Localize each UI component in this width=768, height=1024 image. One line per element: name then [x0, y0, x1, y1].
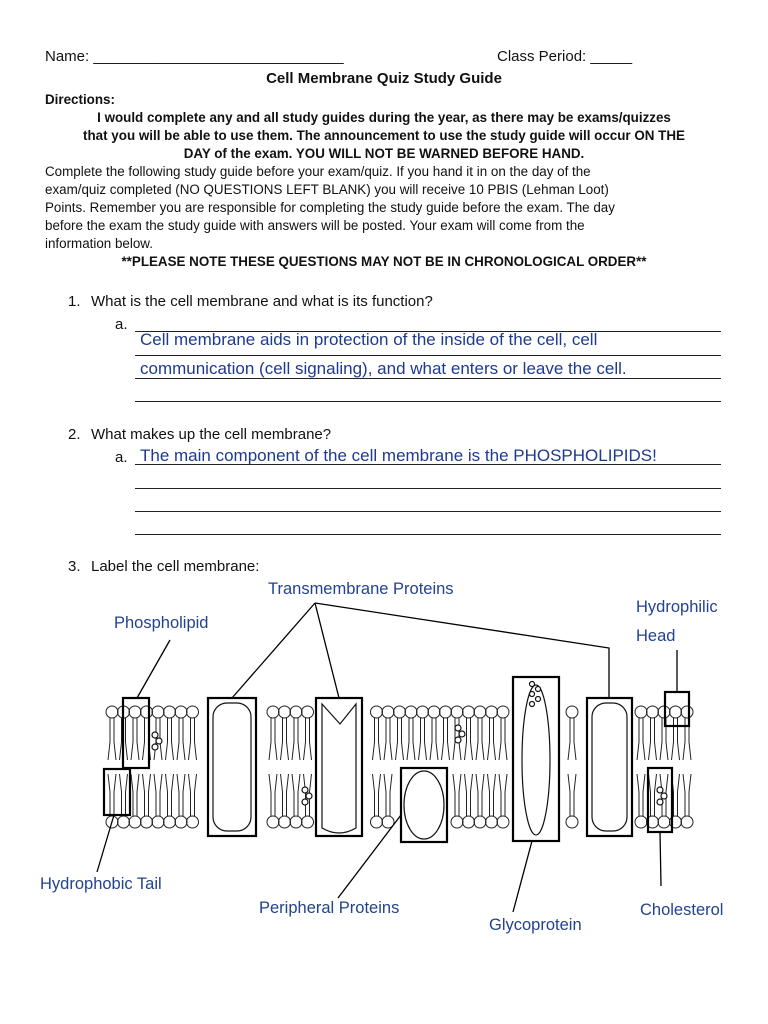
- question-1-answer-line-2: communication (cell signaling), and what enters or leave the cell.: [140, 359, 627, 378]
- cholesterol-molecule: [657, 787, 663, 793]
- peripheral-protein: [404, 771, 444, 839]
- phospholipid-tail: [114, 774, 116, 816]
- phospholipid-head: [187, 816, 199, 828]
- directions-body-line-2: exam/quiz completed (NO QUESTIONS LEFT BLANK) you will receive 10 PBIS (Lehman Loot): [45, 182, 609, 197]
- phospholipid-tail: [166, 718, 168, 760]
- class-period-field-label: Class Period: _____: [497, 48, 633, 65]
- phospholipid-tail: [108, 774, 110, 816]
- question-3-number: 3.: [68, 558, 81, 575]
- phospholipid-tail: [494, 774, 496, 816]
- phospholipid-tail: [379, 774, 381, 816]
- phospholipid-head: [279, 816, 291, 828]
- phospholipid-tail: [390, 718, 392, 760]
- question-1-sub-letter: a.: [115, 316, 128, 333]
- phospholipid-head: [497, 706, 509, 718]
- phospholipid-tail: [407, 718, 409, 760]
- phospholipid-head: [405, 706, 417, 718]
- question-2-number: 2.: [68, 426, 81, 443]
- phospholipid-tail: [499, 774, 501, 816]
- phospholipid-head: [681, 706, 693, 718]
- phospholipid-head: [164, 706, 176, 718]
- phospholipid-head: [302, 706, 314, 718]
- cholesterol-molecule: [661, 793, 667, 799]
- phospholipid-head: [267, 816, 279, 828]
- transmembrane-protein: [322, 704, 356, 833]
- glycoprotein: [522, 685, 550, 835]
- phospholipid-tail: [488, 774, 490, 816]
- phospholipid-head: [279, 706, 291, 718]
- phospholipid-head: [474, 706, 486, 718]
- phospholipid-head: [371, 706, 383, 718]
- label-cholesterol: Cholesterol: [640, 901, 724, 919]
- phospholipid-tail: [287, 774, 289, 816]
- phospholipid-head: [382, 706, 394, 718]
- phospholipid-tail: [643, 774, 645, 816]
- phospholipid-head: [440, 706, 452, 718]
- phospholipid-tail: [189, 718, 191, 760]
- phospholipid-tail: [488, 718, 490, 760]
- phospholipid-head: [463, 706, 475, 718]
- phospholipid-tail: [172, 718, 174, 760]
- phospholipid-tail: [373, 718, 375, 760]
- phospholipid-head: [118, 816, 130, 828]
- phospholipid-head: [267, 706, 279, 718]
- leader-lines: [97, 603, 677, 912]
- phospholipid-tail: [655, 718, 657, 760]
- cholesterol-molecule: [152, 732, 158, 738]
- phospholipid-tail: [126, 774, 128, 816]
- phospholipid-tail: [143, 718, 145, 760]
- phospholipid-head: [164, 816, 176, 828]
- phospholipid-tail: [453, 774, 455, 816]
- question-2-answer-line-1: The main component of the cell membrane is the PHOSPHOLIPIDS!: [140, 446, 657, 465]
- phospholipid-tail: [384, 774, 386, 816]
- leader-line-glycoprotein: [513, 841, 532, 912]
- phospholipid-tail: [499, 718, 501, 760]
- phospholipid-tail: [448, 718, 450, 760]
- phospholipid-tail: [189, 774, 191, 816]
- phospholipid-head: [566, 816, 578, 828]
- phospholipid-tail: [281, 774, 283, 816]
- phospholipid-tail: [120, 774, 122, 816]
- directions-bold-line-3: DAY of the exam. YOU WILL NOT BE WARNED BEFORE HAND.: [183, 146, 585, 161]
- phospholipid-tail: [298, 774, 300, 816]
- phospholipid-tail: [149, 774, 151, 816]
- phospholipid-head: [451, 706, 463, 718]
- phospholipid-head: [497, 816, 509, 828]
- label-hydrophobic-tail: Hydrophobic Tail: [40, 875, 162, 893]
- phospholipid-head: [290, 816, 302, 828]
- phospholipid-tail: [108, 718, 110, 760]
- sugar-chain: [530, 682, 535, 687]
- phospholipid-tail: [154, 774, 156, 816]
- chronological-note: **PLEASE NOTE THESE QUESTIONS MAY NOT BE IN CHRONOLOGICAL ORDER**: [121, 254, 647, 269]
- phospholipid-head: [175, 816, 187, 828]
- phospholipid-tail: [154, 718, 156, 760]
- directions-bold-line-1: I would complete any and all study guides during the year, as there may be exams/quizzes: [97, 110, 671, 125]
- phospholipid-head: [451, 816, 463, 828]
- phospholipid-tail: [177, 718, 179, 760]
- label-glycoprotein: Glycoprotein: [489, 916, 582, 934]
- label-transmembrane-proteins: Transmembrane Proteins: [268, 580, 454, 598]
- cholesterol-molecule: [657, 799, 663, 805]
- leader-line-transmembrane-3: [315, 603, 609, 698]
- question-2-sub-letter: a.: [115, 449, 128, 466]
- cholesterol-molecule: [459, 731, 465, 737]
- phospholipid-tail: [655, 774, 657, 816]
- directions-heading: Directions:: [45, 92, 115, 107]
- phospholipid-head: [302, 816, 314, 828]
- phospholipid-tail: [637, 774, 639, 816]
- phospholipid-tail: [476, 774, 478, 816]
- leader-line-transmembrane-1: [232, 603, 315, 698]
- phospholipid-tail: [574, 718, 576, 760]
- leader-line-transmembrane-2: [315, 603, 339, 698]
- question-2-text: What makes up the cell membrane?: [91, 426, 332, 443]
- cholesterol-molecule: [302, 799, 308, 805]
- phospholipid-tail: [425, 718, 427, 760]
- phospholipid-tail: [465, 718, 467, 760]
- phospholipid-head: [486, 816, 498, 828]
- phospholipid-tail: [269, 718, 271, 760]
- phospholipid-tail: [195, 774, 197, 816]
- phospholipid-tail: [465, 774, 467, 816]
- phospholipid-head: [566, 706, 578, 718]
- sugar-chain: [530, 692, 535, 697]
- question-1-answer-line-1: Cell membrane aids in protection of the inside of the cell, cell: [140, 330, 598, 349]
- phospholipid-tail: [160, 774, 162, 816]
- directions-body-line-4: before the exam the study guide with answers will be posted. Your exam will come from the: [45, 218, 585, 233]
- name-field-label: Name: ______________________________: [45, 48, 344, 65]
- phospholipid-head: [670, 706, 682, 718]
- phospholipid-head: [106, 706, 118, 718]
- phospholipid-tail: [269, 774, 271, 816]
- phospholipid-tail: [660, 718, 662, 760]
- phospholipid-tail: [494, 718, 496, 760]
- phospholipid-tail: [384, 718, 386, 760]
- phospholipid-tail: [649, 718, 651, 760]
- membrane-proteins: [152, 682, 667, 840]
- phospholipid-tail: [126, 718, 128, 760]
- phospholipid-head: [290, 706, 302, 718]
- question-1-text: What is the cell membrane and what is its function?: [91, 293, 433, 310]
- phospholipid-tail: [390, 774, 392, 816]
- sugar-chain: [536, 697, 541, 702]
- directions-body-line-1: Complete the following study guide before your exam/quiz. If you hand it in on the day of the: [45, 164, 591, 179]
- cholesterol-molecule: [455, 725, 461, 731]
- leader-line-cholesterol: [660, 832, 661, 886]
- phospholipid-tail: [292, 774, 294, 816]
- phospholipid-tail: [396, 718, 398, 760]
- phospholipid-tail: [436, 718, 438, 760]
- phospholipid-head: [175, 706, 187, 718]
- phospholipid-head: [187, 706, 199, 718]
- cholesterol-molecule: [306, 793, 312, 799]
- phospholipid-tail: [172, 774, 174, 816]
- phospholipid-tail: [482, 774, 484, 816]
- phospholipid-tail: [287, 718, 289, 760]
- phospholipid-tail: [310, 718, 312, 760]
- phospholipid-tail: [568, 774, 570, 816]
- phospholipid-tail: [292, 718, 294, 760]
- phospholipid-tail: [304, 774, 306, 816]
- phospholipid-tail: [137, 774, 139, 816]
- directions-body-line-5: information below.: [45, 236, 153, 251]
- page-title: Cell Membrane Quiz Study Guide: [266, 70, 502, 87]
- question-3-text: Label the cell membrane:: [91, 558, 260, 575]
- phospholipid-tail: [114, 718, 116, 760]
- phospholipid-tail: [459, 774, 461, 816]
- phospholipid-head: [129, 706, 141, 718]
- cholesterol-molecule: [455, 737, 461, 743]
- phospholipid-head: [658, 816, 670, 828]
- cholesterol-molecule: [156, 738, 162, 744]
- phospholipid-tail: [413, 718, 415, 760]
- phospholipid-tail: [183, 774, 185, 816]
- phospholipid-tail: [402, 718, 404, 760]
- leader-line-phospholipid: [137, 640, 170, 698]
- phospholipid-head: [428, 706, 440, 718]
- phospholipid-tail: [166, 774, 168, 816]
- phospholipid-head: [129, 816, 141, 828]
- phospholipid-tail: [298, 718, 300, 760]
- phospholipid-tail: [476, 718, 478, 760]
- phospholipid-tail: [379, 718, 381, 760]
- leader-line-hydrophobic-tail: [97, 815, 114, 872]
- directions-body-line-3: Points. Remember you are responsible for completing the study guide before the exam. The day: [45, 200, 615, 215]
- phospholipid-head: [635, 816, 647, 828]
- phospholipid-head: [152, 706, 164, 718]
- phospholipid-head: [635, 706, 647, 718]
- phospholipid-head: [681, 816, 693, 828]
- phospholipid-tail: [482, 718, 484, 760]
- phospholipid-tail: [195, 718, 197, 760]
- phospholipid-tail: [689, 774, 691, 816]
- phospholipid-tail: [568, 718, 570, 760]
- phospholipid-tail: [304, 718, 306, 760]
- phospholipid-tail: [683, 718, 685, 760]
- phospholipid-tail: [672, 718, 674, 760]
- phospholipid-tail: [471, 774, 473, 816]
- label-hydrophilic-head-line-1: Hydrophilic: [636, 598, 718, 616]
- phospholipid-tail: [637, 718, 639, 760]
- phospholipid-head: [474, 816, 486, 828]
- transmembrane-protein: [213, 703, 251, 831]
- phospholipid-tail: [137, 718, 139, 760]
- sugar-chain: [536, 687, 541, 692]
- cholesterol-molecule: [302, 787, 308, 793]
- phospholipid-tail: [419, 718, 421, 760]
- phospholipid-tail: [505, 774, 507, 816]
- phospholipid-head: [417, 706, 429, 718]
- phospholipid-tail: [678, 718, 680, 760]
- sugar-chain: [530, 702, 535, 707]
- phospholipid-tail: [281, 718, 283, 760]
- phospholipid-tail: [678, 774, 680, 816]
- label-phospholipid: Phospholipid: [114, 614, 209, 632]
- phospholipid-tail: [643, 718, 645, 760]
- phospholipid-head: [486, 706, 498, 718]
- cholesterol-molecule: [152, 744, 158, 750]
- phospholipid-tail: [471, 718, 473, 760]
- phospholipid-tail: [120, 718, 122, 760]
- phospholipid-tail: [275, 718, 277, 760]
- phospholipid-tail: [143, 774, 145, 816]
- phospholipid-tail: [373, 774, 375, 816]
- phospholipid-tail: [505, 718, 507, 760]
- phospholipid-head: [371, 816, 383, 828]
- phospholipid-tail: [430, 718, 432, 760]
- phospholipid-head: [394, 706, 406, 718]
- label-hydrophilic-head-line-2: Head: [636, 627, 676, 645]
- phospholipid-tail: [666, 718, 668, 760]
- phospholipid-head: [647, 706, 659, 718]
- phospholipid-head: [141, 706, 153, 718]
- transmembrane-protein: [592, 703, 627, 831]
- phospholipid-tail: [131, 774, 133, 816]
- directions-bold-line-2: that you will be able to use them. The announcement to use the study guide will occur ON THE: [83, 128, 685, 143]
- phospholipid-tail: [683, 774, 685, 816]
- phospholipid-head: [141, 816, 153, 828]
- phospholipid-head: [463, 816, 475, 828]
- phospholipid-tail: [177, 774, 179, 816]
- phospholipid-tail: [131, 718, 133, 760]
- phospholipid-tail: [574, 774, 576, 816]
- phospholipid-tail: [442, 718, 444, 760]
- label-peripheral-proteins: Peripheral Proteins: [259, 899, 400, 917]
- phospholipid-tail: [183, 718, 185, 760]
- question-1-number: 1.: [68, 293, 81, 310]
- phospholipid-tail: [275, 774, 277, 816]
- phospholipid-head: [152, 816, 164, 828]
